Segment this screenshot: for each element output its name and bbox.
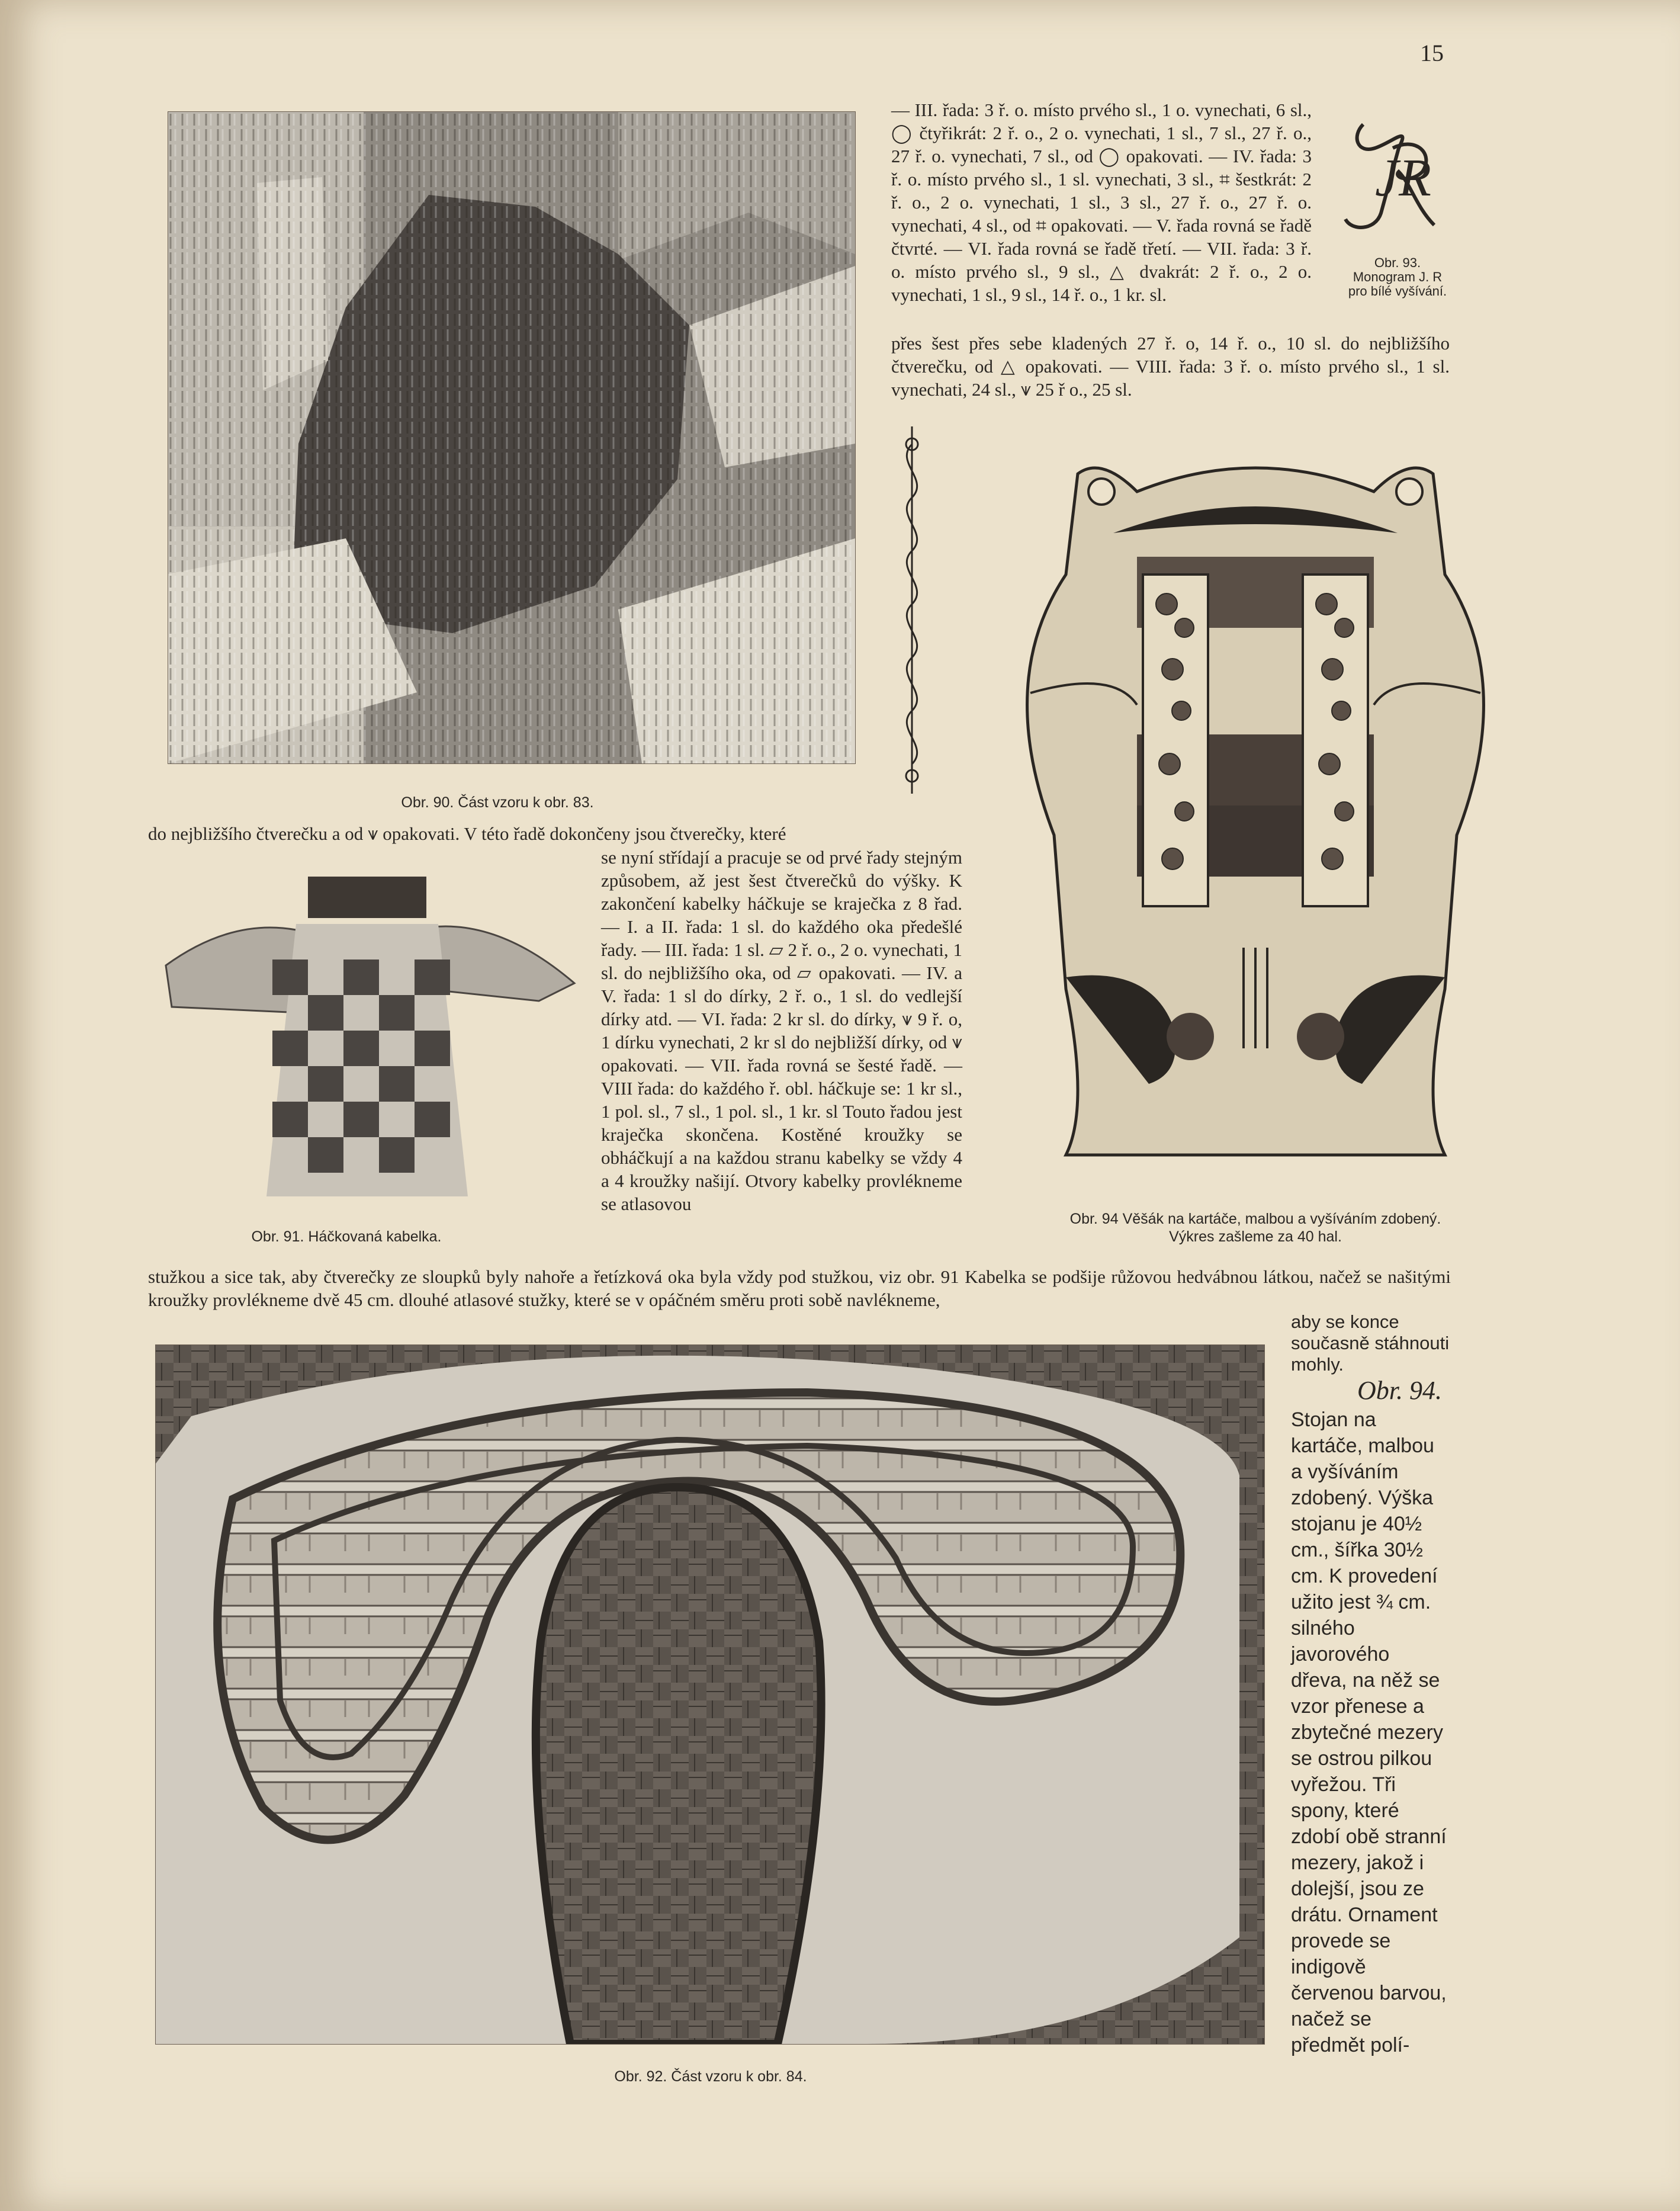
side-heading: Obr. 94. [1357,1376,1442,1405]
figure-94-caption-line1: Obr. 94 Věšák na kartáče, malbou a vyšíváním zdobený. [1069,1211,1441,1227]
figure-94-caption [983,1210,1528,1246]
figure-92-caption: Obr. 92. Část vzoru k obr. 84. [614,2068,807,2085]
instructions-mid-line: do nejbližšího čtverečku a od ⩛ opakovati. V této řadě dokončeny jsou čtverečky, které [148,823,786,844]
figure-94-caption-line2: Výkres zašleme za 40 hal. [1169,1228,1342,1245]
figure-94-image [995,456,1516,1167]
figure-91-caption: Obr. 91. Háčkovaná kabelka. [251,1228,442,1245]
figure-90-image [168,111,856,764]
ornament-divider [888,426,936,794]
figure-92-image [155,1344,1265,2045]
figure-90-caption: Obr. 90. Část vzoru k obr. 83. [401,794,594,811]
instructions-top-right: — III. řada: 3 ř. o. místo prvého sl., 1 o. vynechati, 6 sl., ◯ čtyřikrát: 2 ř. o., 2 o. vynechati, 1 sl., 7 sl., 27 ř. o., 27 ř. o. vynechati, 7 sl., od ◯ opakovati. — IV. řada: 3 ř. o. místo prvého sl., 1 sl. vynechati, 3 sl., ⌗ šestkrát: 2 ř. o., 2 o. vynechati, 1 sl., 3 sl., 27 ř. o., 27 ř. o. vynechati, 4 sl., od ⌗ opakovati. — V. řada rovná se řadě čtvrté. — VI. řada rovná se řadě třetí. — VII. řada: 3 ř. o. místo prvého sl., 9 sl., △ dvakrát: 2 ř. o., 2 o. vynechati, 1 sl., 9 sl., 14 ř. o., 1 kr. sl. [891,100,1312,305]
figure-91-image [160,871,586,1208]
instructions-mid-column: se nyní střídají a pracuje se od prvé řady stejným způsobem, až jest šest čtverečků do výšky. K zakončení kabelky háčkuje se kraječka z 8 řad. — I. a II. řada: 1 sl. do každého oka předešlé řady. — III. řada: 1 sl. ▱ 2 ř. o., 2 o. vynechati, 1 sl. do nejbližšího oka, od ▱ opakovati. — IV. a V. řada: 1 sl do dírky, 2 ř. o., 1 sl. do vedlejší dírky atd. — VI. řada: 2 kr sl. do dírky, ⩛ 9 ř. o, 1 dírku vynechati, 2 kr sl do nejbližší dírky, od ⩛ opakovati. — VII. řada rovná se šesté řadě. — VIII řada: do každého ř. obl. háčkuje se: 1 kr sl., 1 pol. sl., 7 sl., 1 pol. sl., 1 kr. sl Touto řadou jest kraječka skončena. Kostěné kroužky se obháčkují a na každou stranu kabelky se vždy 4 a 4 kroužky našijí. Otvory kabelky provlékneme se atlasovou [601,847,962,1214]
instructions-right-continuation: aby se konce současně stáhnouti mohly. [1291,1311,1450,1375]
monogram-jr-image [1339,113,1440,243]
page-number: 15 [1420,40,1444,66]
side-column-text: Stojan na kartáče, malbou a vyšíváním zdobený. Výška stojanu je 40½ cm., šířka 30½ cm. K provedení užito jest ¾ cm. silného javorového dřeva, na něž se vzor přenese a zbytečné mezery se ostrou pilkou vyřežou. Tři spony, které zdobí obě stranní mezery, jakož i dolejší, jsou ze drátu. Ornament provede se indigově červenou barvou, načež se předmět polí- [1291,1408,1447,2056]
instructions-top-full: přes šest přes sebe kladených 27 ř. o, 14 ř. o., 10 sl. do nejbližšího čtverečku, od △ opakovati. — VIII. řada: 3 ř. o. místo prvého sl., 1 sl. vynechati, 24 sl., ⩛ 25 ř o., 25 sl. [891,333,1450,400]
monogram-letters: JR [1375,149,1431,207]
instructions-wide: stužkou a sice tak, aby čtverečky ze sloupků byly nahoře a řetízková oka byla vždy pod stužkou, viz obr. 91 Kabelka se podšije růžovou hedvábnou látkou, načež se našitými kroužky provlékneme dvě 45 cm. dlouhé atlasové stužky, které se v opáčném směru proti sobě navlékneme, [148,1266,1451,1310]
figure-93-caption: Obr. 93. Monogram J. R pro bílé vyšívání. [1348,255,1447,299]
